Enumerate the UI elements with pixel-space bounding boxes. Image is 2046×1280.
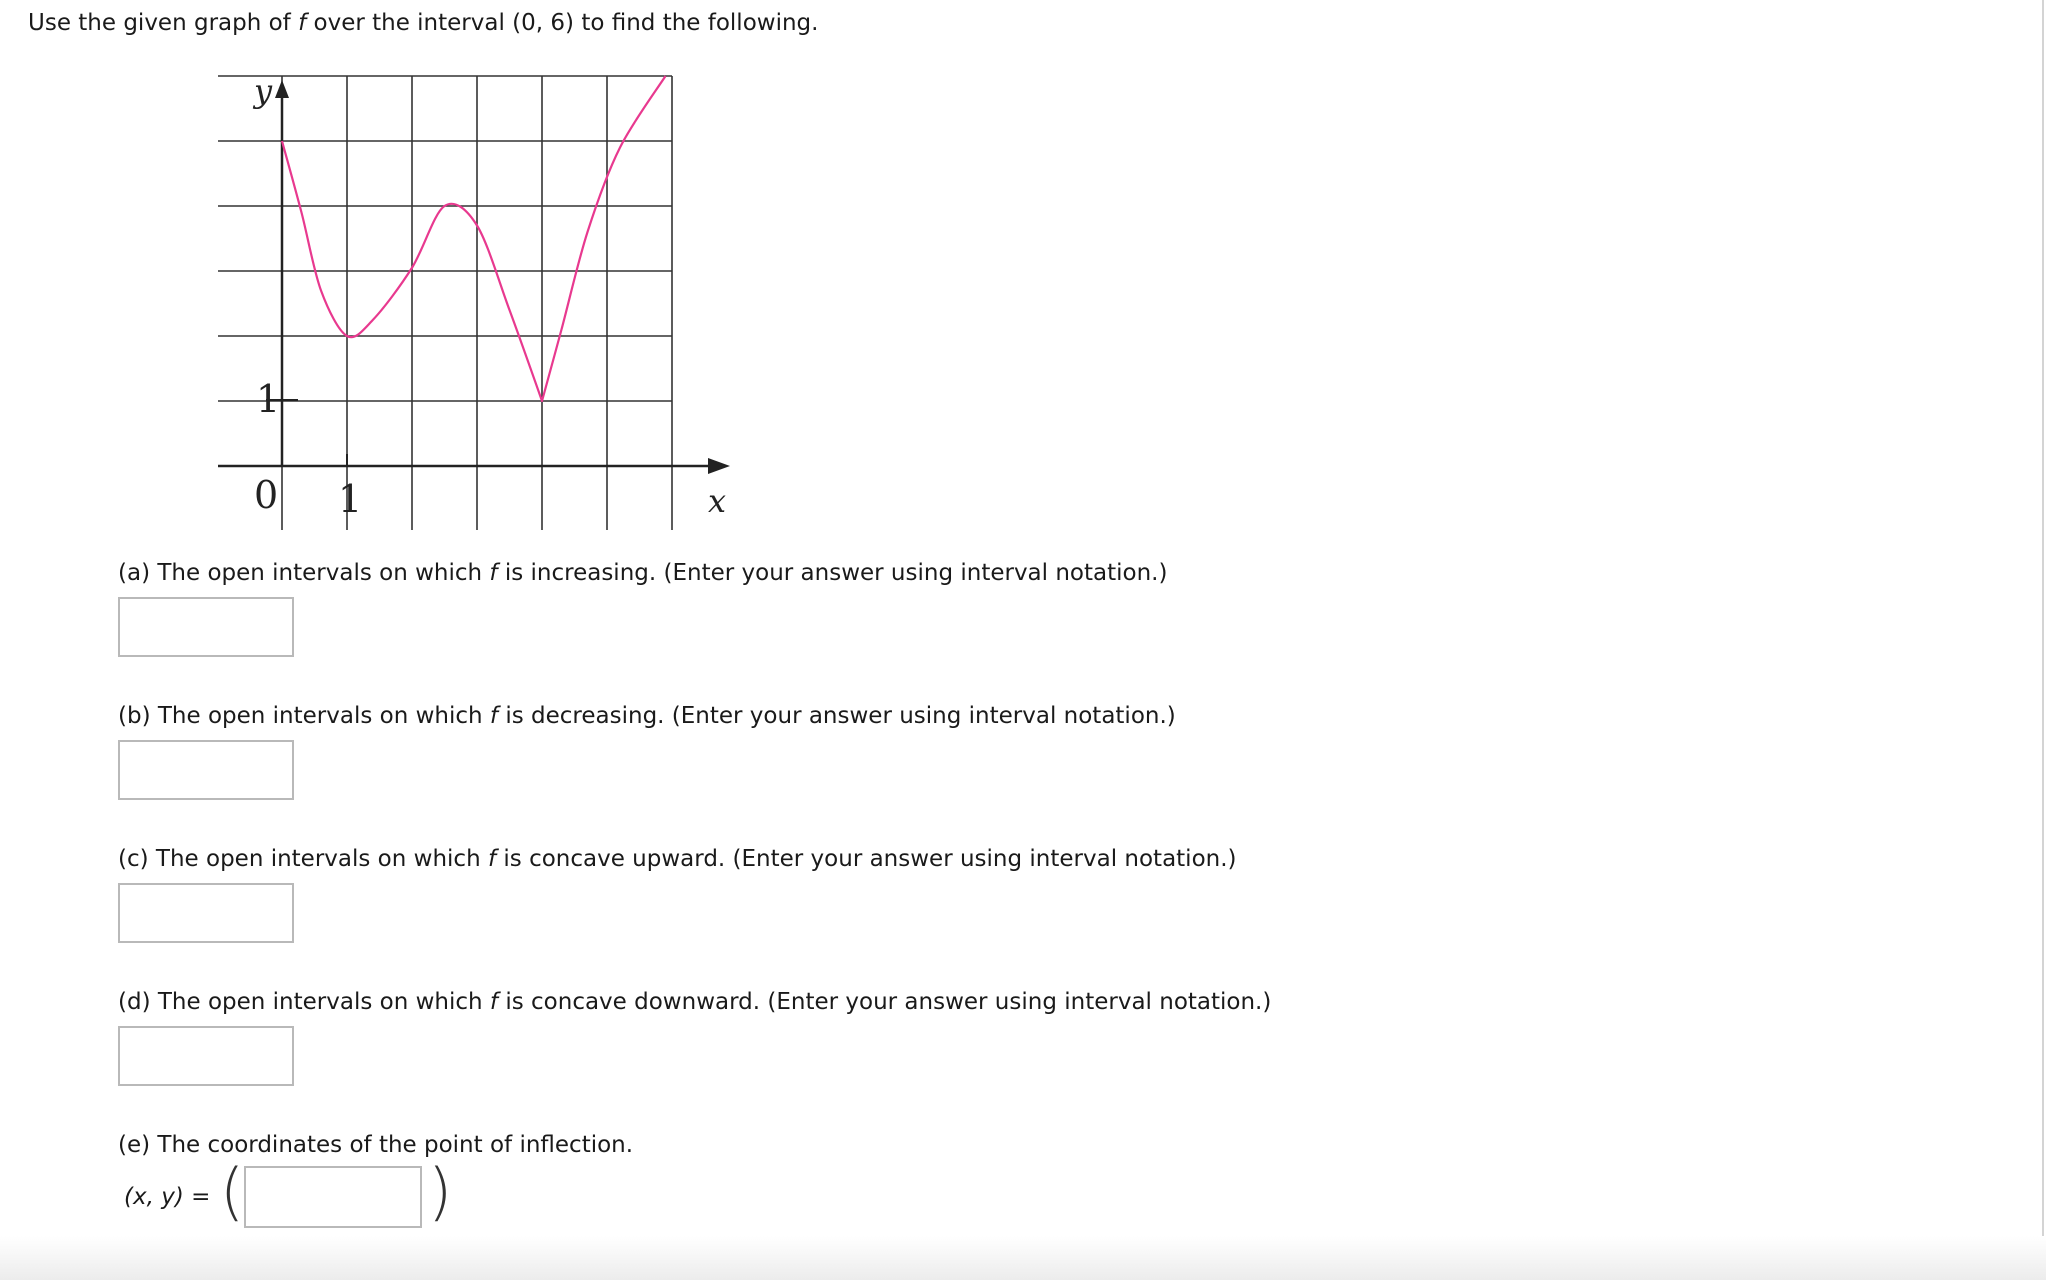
- y-axis-label: y: [254, 74, 273, 110]
- answer-input-c[interactable]: [118, 883, 294, 943]
- y-axis-arrow-icon: [275, 80, 289, 98]
- x-axis-arrow-icon: [708, 458, 730, 474]
- answer-input-a[interactable]: [118, 597, 294, 657]
- function-name: f: [298, 10, 307, 36]
- problem-prompt: Use the given graph of f over the interval (0, 6) to find the following.: [28, 10, 819, 36]
- y-tick-label: 1: [256, 377, 281, 421]
- close-paren: ): [428, 1155, 453, 1228]
- function-curve-group: [282, 76, 666, 401]
- x-axis-label: x: [708, 482, 727, 520]
- question-b: (b) The open intervals on which f is decreasing. (Enter your answer using interval notation.): [118, 703, 1176, 729]
- question-e: (e) The coordinates of the point of inflection.: [118, 1132, 634, 1158]
- answer-input-d[interactable]: [118, 1026, 294, 1086]
- answer-input-b[interactable]: [118, 740, 294, 800]
- bottom-bar: [0, 1236, 2046, 1280]
- function-curve: [282, 76, 666, 401]
- origin-label: 0: [254, 473, 279, 517]
- answer-input-e[interactable]: [244, 1166, 422, 1228]
- function-graph: [218, 74, 733, 530]
- open-paren: (: [220, 1155, 245, 1228]
- question-c: (c) The open intervals on which f is concave upward. (Enter your answer using interval notation.): [118, 846, 1237, 872]
- graph-axes: [218, 80, 730, 474]
- graph-grid: [218, 76, 672, 530]
- x-tick-label: 1: [338, 477, 363, 521]
- inflection-label: (x, y) =: [124, 1184, 211, 1210]
- question-a: (a) The open intervals on which f is increasing. (Enter your answer using interval notation.): [118, 560, 1168, 586]
- question-d: (d) The open intervals on which f is concave downward. (Enter your answer using interval notation.): [118, 989, 1272, 1015]
